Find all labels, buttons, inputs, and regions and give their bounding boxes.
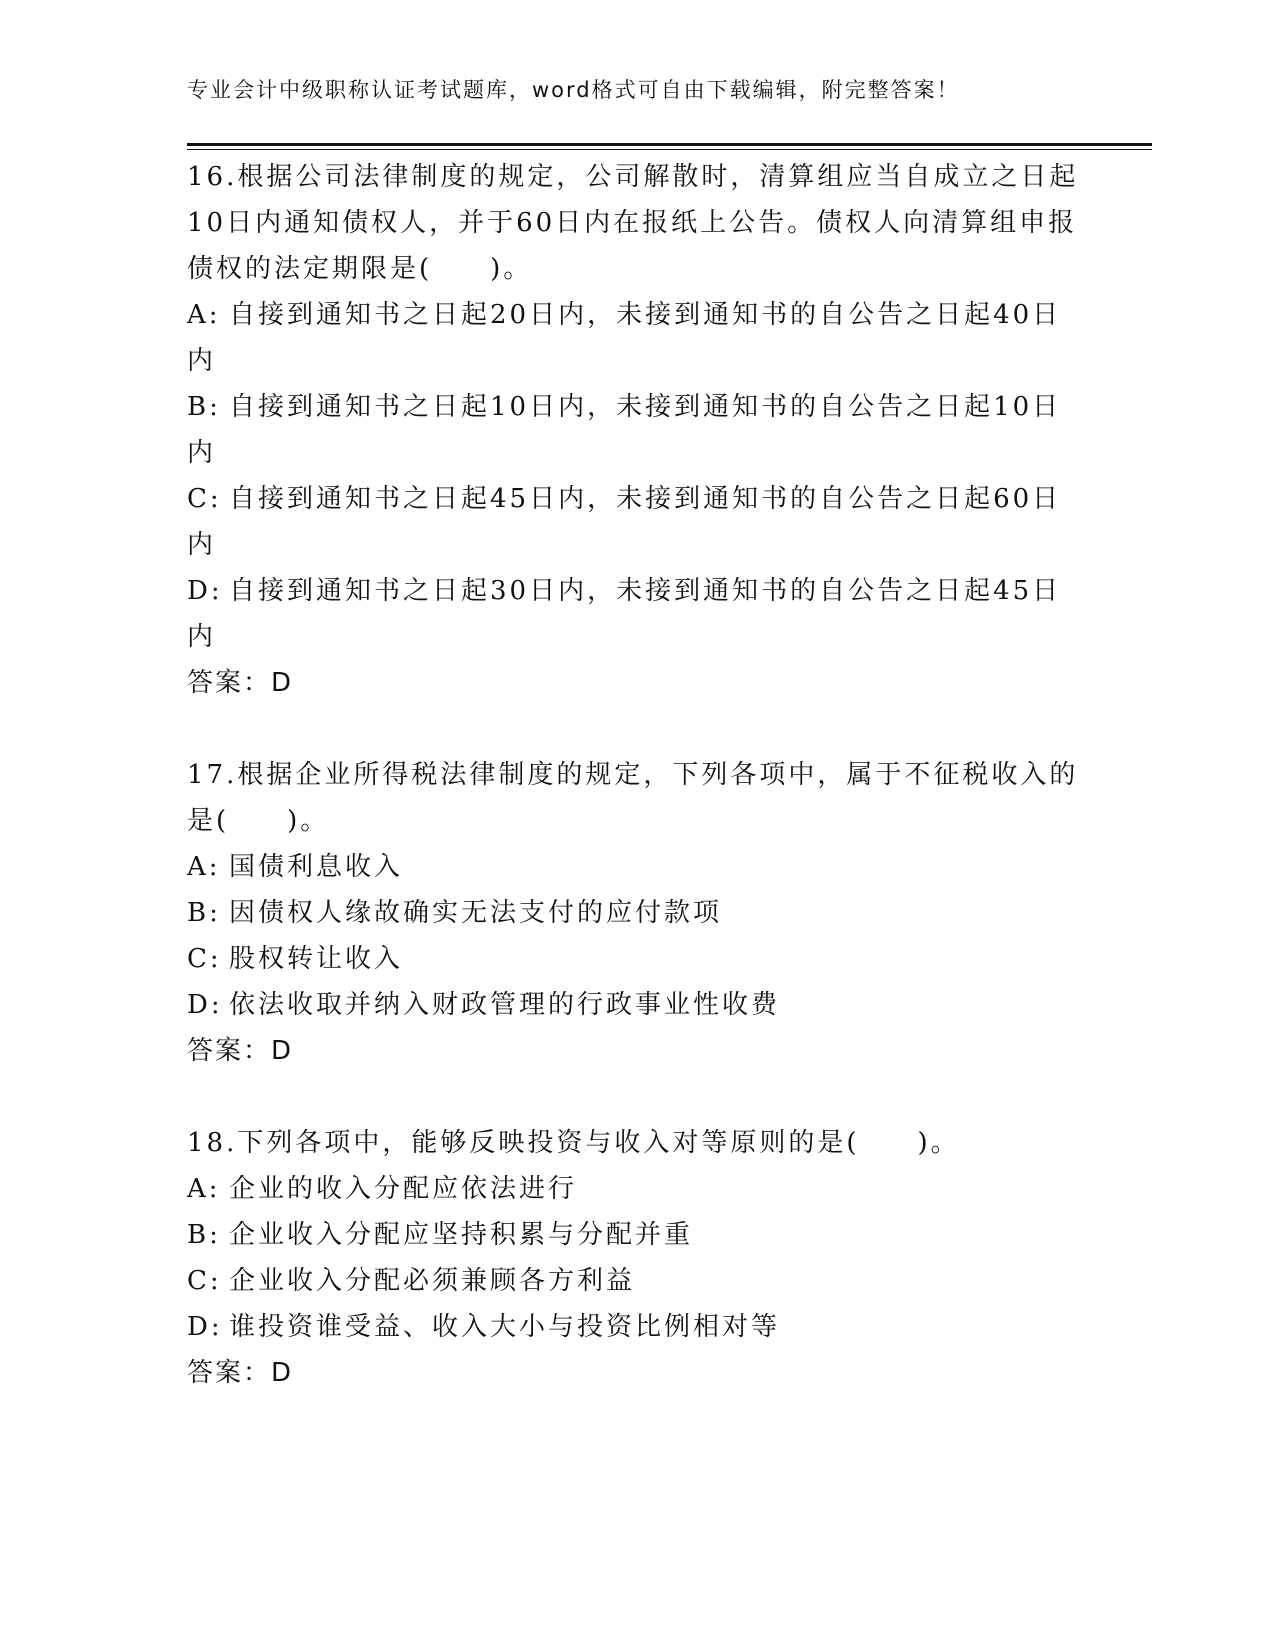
option-d [187, 568, 1087, 660]
option-c [187, 476, 1087, 568]
option-letter: C: [187, 1266, 222, 1296]
option-text: 企业收入分配应坚持积累与分配并重 [229, 1220, 694, 1250]
option-letter: A: [187, 852, 221, 882]
option-letter: B: [187, 1220, 221, 1250]
option-d [187, 1304, 1087, 1350]
option-letter: C: [187, 484, 222, 514]
option-text: 自接到通知书之日起10日内，未接到通知书的自公告之日起10日内 [187, 392, 1062, 468]
question-stem: 16.根据公司法律制度的规定，公司解散时，清算组应当自成立之日起10日内通知债权人，并于60日内在报纸上公告。债权人向清算组申报债权的法定期限是( )。 [187, 162, 1079, 284]
option-text: 股权转让收入 [229, 944, 404, 974]
option-text: 企业收入分配必须兼顾各方利益 [229, 1266, 636, 1296]
question-stem: 18.下列各项中，能够反映投资与收入对等原则的是( )。 [187, 1128, 960, 1158]
header-rule-thick [187, 143, 1152, 146]
option-b [187, 384, 1087, 476]
question-list [187, 154, 1087, 1442]
option-text: 因债权人缘故确实无法支付的应付款项 [229, 898, 723, 928]
question-17 [187, 752, 1087, 1074]
option-b [187, 1212, 1087, 1258]
option-a [187, 1166, 1087, 1212]
option-letter: C: [187, 944, 222, 974]
header-rule-thin [187, 149, 1152, 150]
option-letter: B: [187, 898, 221, 928]
option-text: 国债利息收入 [229, 852, 404, 882]
option-letter: A: [187, 1174, 221, 1204]
option-b [187, 890, 1087, 936]
answer-line: 答案：D [187, 1358, 294, 1388]
option-d [187, 982, 1087, 1028]
option-letter: D: [187, 576, 223, 606]
question-16 [187, 154, 1087, 706]
option-letter: B: [187, 392, 221, 422]
option-c [187, 936, 1087, 982]
option-letter: A: [187, 300, 221, 330]
option-text: 自接到通知书之日起30日内，未接到通知书的自公告之日起45日内 [187, 576, 1062, 652]
answer-line: 答案：D [187, 1036, 294, 1066]
option-text: 谁投资谁受益、收入大小与投资比例相对等 [229, 1312, 781, 1342]
option-text: 企业的收入分配应依法进行 [229, 1174, 578, 1204]
question-stem: 17.根据企业所得税法律制度的规定，下列各项中，属于不征税收入的是( )。 [187, 760, 1079, 836]
option-c [187, 1258, 1087, 1304]
option-a [187, 844, 1087, 890]
option-a [187, 292, 1087, 384]
option-text: 依法收取并纳入财政管理的行政事业性收费 [229, 990, 781, 1020]
option-letter: D: [187, 1312, 223, 1342]
page-header: 专业会计中级职称认证考试题库，word格式可自由下载编辑，附完整答案！ [187, 78, 960, 102]
option-text: 自接到通知书之日起45日内，未接到通知书的自公告之日起60日内 [187, 484, 1062, 560]
answer-line: 答案：D [187, 668, 294, 698]
option-letter: D: [187, 990, 223, 1020]
question-18 [187, 1120, 1087, 1396]
option-text: 自接到通知书之日起20日内，未接到通知书的自公告之日起40日内 [187, 300, 1062, 376]
